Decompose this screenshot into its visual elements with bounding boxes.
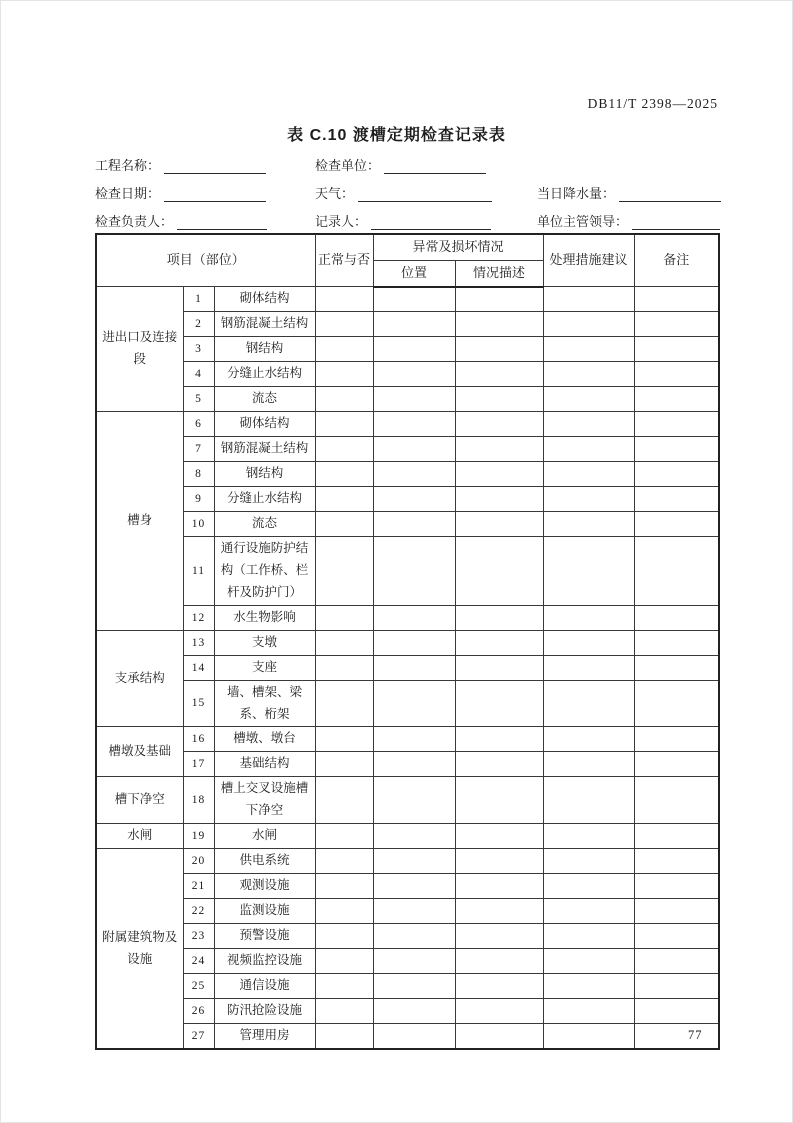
page-title: 表 C.10 渡槽定期检查记录表 (287, 127, 506, 144)
item-number-cell: 16 (183, 727, 214, 752)
table-row (96, 630, 719, 655)
item-number-cell: 12 (183, 605, 214, 630)
position-blank-cell (373, 1024, 455, 1049)
item-number-cell: 21 (183, 874, 214, 899)
category-cell: 槽下净空 (96, 777, 183, 824)
table-row (96, 512, 719, 537)
table-row (96, 849, 719, 874)
header-normal: 正常与否 (315, 234, 373, 287)
table-row (96, 999, 719, 1024)
normal-blank-cell (315, 874, 373, 899)
suggestion-blank-cell (543, 512, 634, 537)
suggestion-blank-cell (543, 412, 634, 437)
position-blank-cell (373, 537, 455, 606)
suggestion-blank-cell (543, 537, 634, 606)
remark-blank-cell (634, 537, 719, 606)
suggestion-blank-cell (543, 462, 634, 487)
remark-blank-cell (634, 752, 719, 777)
item-name-cell: 分缝止水结构 (214, 362, 315, 387)
remark-blank-cell (634, 487, 719, 512)
item-name-cell: 钢筋混凝土结构 (214, 312, 315, 337)
description-blank-cell (455, 874, 543, 899)
description-blank-cell (455, 1024, 543, 1049)
description-blank-cell (455, 437, 543, 462)
remark-blank-cell (634, 899, 719, 924)
remark-blank-cell (634, 605, 719, 630)
category-cell: 槽身 (96, 412, 183, 631)
remark-blank-cell (634, 1024, 719, 1049)
item-name-cell: 支座 (214, 655, 315, 680)
table-header (96, 234, 719, 287)
field-recorder (315, 212, 537, 230)
weather-blank (358, 187, 492, 202)
item-number-cell: 9 (183, 487, 214, 512)
position-blank-cell (373, 512, 455, 537)
suggestion-blank-cell (543, 362, 634, 387)
project-name-label: 工程名称： (95, 158, 161, 173)
position-blank-cell (373, 412, 455, 437)
description-blank-cell (455, 512, 543, 537)
field-project-name (95, 156, 315, 174)
table-row (96, 974, 719, 999)
remark-blank-cell (634, 727, 719, 752)
item-name-cell: 砌体结构 (214, 287, 315, 312)
inspect-leader-label: 检查负责人： (95, 214, 174, 229)
table-row (96, 362, 719, 387)
description-blank-cell (455, 680, 543, 727)
normal-blank-cell (315, 849, 373, 874)
page-number: 77 (688, 1028, 703, 1042)
header-remark: 备注 (634, 234, 719, 287)
item-name-cell: 钢筋混凝土结构 (214, 437, 315, 462)
position-blank-cell (373, 362, 455, 387)
position-blank-cell (373, 924, 455, 949)
table-row (96, 437, 719, 462)
header-description: 情况描述 (455, 260, 543, 286)
item-name-cell: 水生物影响 (214, 605, 315, 630)
form-row-1 (95, 156, 718, 174)
description-blank-cell (455, 362, 543, 387)
table-row (96, 680, 719, 727)
suggestion-blank-cell (543, 727, 634, 752)
description-blank-cell (455, 777, 543, 824)
normal-blank-cell (315, 487, 373, 512)
normal-blank-cell (315, 537, 373, 606)
suggestion-blank-cell (543, 752, 634, 777)
category-cell: 水闸 (96, 824, 183, 849)
position-blank-cell (373, 974, 455, 999)
suggestion-blank-cell (543, 899, 634, 924)
remark-blank-cell (634, 924, 719, 949)
remark-blank-cell (634, 849, 719, 874)
description-blank-cell (455, 462, 543, 487)
table-row (96, 1024, 719, 1049)
field-inspect-unit (315, 156, 537, 174)
remark-blank-cell (634, 974, 719, 999)
item-number-cell: 1 (183, 287, 214, 312)
header-suggestion: 处理措施建议 (543, 234, 634, 287)
table-row (96, 337, 719, 362)
remark-blank-cell (634, 824, 719, 849)
position-blank-cell (373, 824, 455, 849)
item-number-cell: 4 (183, 362, 214, 387)
normal-blank-cell (315, 949, 373, 974)
category-cell: 槽墩及基础 (96, 727, 183, 777)
form-row-2 (95, 184, 718, 202)
item-number-cell: 24 (183, 949, 214, 974)
position-blank-cell (373, 287, 455, 312)
description-blank-cell (455, 824, 543, 849)
item-name-cell: 监测设施 (214, 899, 315, 924)
item-name-cell: 供电系统 (214, 849, 315, 874)
normal-blank-cell (315, 680, 373, 727)
item-name-cell: 支墩 (214, 630, 315, 655)
item-number-cell: 17 (183, 752, 214, 777)
description-blank-cell (455, 287, 543, 312)
item-name-cell: 防汛抢险设施 (214, 999, 315, 1024)
category-cell: 附属建筑物及设施 (96, 849, 183, 1049)
description-blank-cell (455, 752, 543, 777)
table-row (96, 924, 719, 949)
item-name-cell: 钢结构 (214, 462, 315, 487)
suggestion-blank-cell (543, 605, 634, 630)
description-blank-cell (455, 387, 543, 412)
field-inspect-date (95, 184, 315, 202)
normal-blank-cell (315, 899, 373, 924)
description-blank-cell (455, 655, 543, 680)
remark-blank-cell (634, 312, 719, 337)
item-number-cell: 19 (183, 824, 214, 849)
item-number-cell: 14 (183, 655, 214, 680)
item-name-cell: 管理用房 (214, 1024, 315, 1049)
position-blank-cell (373, 312, 455, 337)
remark-blank-cell (634, 949, 719, 974)
normal-blank-cell (315, 605, 373, 630)
field-weather (315, 184, 537, 202)
rainfall-blank (619, 187, 721, 202)
item-name-cell: 流态 (214, 387, 315, 412)
remark-blank-cell (634, 412, 719, 437)
description-blank-cell (455, 899, 543, 924)
description-blank-cell (455, 999, 543, 1024)
remark-blank-cell (634, 337, 719, 362)
unit-director-label: 单位主管领导： (537, 214, 629, 229)
description-blank-cell (455, 605, 543, 630)
item-number-cell: 8 (183, 462, 214, 487)
normal-blank-cell (315, 630, 373, 655)
normal-blank-cell (315, 312, 373, 337)
item-name-cell: 观测设施 (214, 874, 315, 899)
suggestion-blank-cell (543, 655, 634, 680)
normal-blank-cell (315, 387, 373, 412)
inspect-date-blank (164, 187, 266, 202)
normal-blank-cell (315, 462, 373, 487)
item-number-cell: 27 (183, 1024, 214, 1049)
normal-blank-cell (315, 924, 373, 949)
table-row (96, 287, 719, 312)
item-name-cell: 墙、槽架、梁系、桁架 (214, 680, 315, 727)
remark-blank-cell (634, 999, 719, 1024)
item-name-cell: 槽墩、墩台 (214, 727, 315, 752)
table-row (96, 462, 719, 487)
normal-blank-cell (315, 777, 373, 824)
item-number-cell: 15 (183, 680, 214, 727)
remark-blank-cell (634, 287, 719, 312)
normal-blank-cell (315, 727, 373, 752)
item-number-cell: 5 (183, 387, 214, 412)
suggestion-blank-cell (543, 924, 634, 949)
document-code: DB11/T 2398—2025 (587, 96, 718, 111)
inspect-unit-blank (384, 159, 486, 174)
table-row (96, 727, 719, 752)
suggestion-blank-cell (543, 974, 634, 999)
rainfall-label: 当日降水量： (537, 186, 616, 201)
category-cell: 进出口及连接段 (96, 287, 183, 412)
table-row (96, 777, 719, 824)
item-name-cell: 流态 (214, 512, 315, 537)
suggestion-blank-cell (543, 630, 634, 655)
remark-blank-cell (634, 655, 719, 680)
normal-blank-cell (315, 1024, 373, 1049)
remark-blank-cell (634, 437, 719, 462)
normal-blank-cell (315, 337, 373, 362)
description-blank-cell (455, 949, 543, 974)
remark-blank-cell (634, 462, 719, 487)
item-number-cell: 25 (183, 974, 214, 999)
suggestion-blank-cell (543, 680, 634, 727)
normal-blank-cell (315, 437, 373, 462)
recorder-label: 记录人： (315, 214, 368, 229)
position-blank-cell (373, 899, 455, 924)
recorder-blank (371, 215, 491, 230)
suggestion-blank-cell (543, 337, 634, 362)
table-row (96, 899, 719, 924)
description-blank-cell (455, 727, 543, 752)
item-number-cell: 3 (183, 337, 214, 362)
suggestion-blank-cell (543, 287, 634, 312)
item-name-cell: 水闸 (214, 824, 315, 849)
item-number-cell: 10 (183, 512, 214, 537)
header-abnormal: 异常及损坏情况 (373, 234, 543, 260)
suggestion-blank-cell (543, 1024, 634, 1049)
suggestion-blank-cell (543, 874, 634, 899)
remark-blank-cell (634, 874, 719, 899)
item-name-cell: 分缝止水结构 (214, 487, 315, 512)
item-number-cell: 26 (183, 999, 214, 1024)
item-number-cell: 2 (183, 312, 214, 337)
position-blank-cell (373, 655, 455, 680)
normal-blank-cell (315, 974, 373, 999)
remark-blank-cell (634, 777, 719, 824)
normal-blank-cell (315, 824, 373, 849)
position-blank-cell (373, 849, 455, 874)
field-rainfall (537, 184, 721, 202)
position-blank-cell (373, 462, 455, 487)
category-cell: 支承结构 (96, 630, 183, 727)
suggestion-blank-cell (543, 849, 634, 874)
suggestion-blank-cell (543, 949, 634, 974)
item-number-cell: 13 (183, 630, 214, 655)
normal-blank-cell (315, 287, 373, 312)
description-blank-cell (455, 487, 543, 512)
position-blank-cell (373, 387, 455, 412)
item-name-cell: 通信设施 (214, 974, 315, 999)
inspection-table-container (95, 233, 718, 1050)
description-blank-cell (455, 849, 543, 874)
position-blank-cell (373, 605, 455, 630)
position-blank-cell (373, 777, 455, 824)
position-blank-cell (373, 727, 455, 752)
normal-blank-cell (315, 752, 373, 777)
normal-blank-cell (315, 655, 373, 680)
table-row (96, 752, 719, 777)
item-number-cell: 22 (183, 899, 214, 924)
normal-blank-cell (315, 999, 373, 1024)
description-blank-cell (455, 537, 543, 606)
table-row (96, 387, 719, 412)
inspection-table-body (96, 287, 719, 1050)
normal-blank-cell (315, 362, 373, 387)
remark-blank-cell (634, 387, 719, 412)
item-name-cell: 视频监控设施 (214, 949, 315, 974)
table-row (96, 412, 719, 437)
suggestion-blank-cell (543, 824, 634, 849)
position-blank-cell (373, 630, 455, 655)
inspect-date-label: 检查日期： (95, 186, 161, 201)
item-name-cell: 预警设施 (214, 924, 315, 949)
item-number-cell: 7 (183, 437, 214, 462)
description-blank-cell (455, 630, 543, 655)
suggestion-blank-cell (543, 312, 634, 337)
inspect-unit-label: 检查单位： (315, 158, 381, 173)
table-row (96, 605, 719, 630)
table-row (96, 874, 719, 899)
item-number-cell: 23 (183, 924, 214, 949)
position-blank-cell (373, 999, 455, 1024)
inspect-leader-blank (177, 215, 267, 230)
position-blank-cell (373, 680, 455, 727)
suggestion-blank-cell (543, 999, 634, 1024)
table-row (96, 949, 719, 974)
description-blank-cell (455, 974, 543, 999)
field-unit-director (537, 212, 720, 230)
remark-blank-cell (634, 512, 719, 537)
table-row (96, 824, 719, 849)
form-row-3 (95, 212, 718, 230)
inspection-table (95, 233, 720, 1050)
description-blank-cell (455, 924, 543, 949)
header-position: 位置 (373, 260, 455, 286)
item-number-cell: 20 (183, 849, 214, 874)
suggestion-blank-cell (543, 487, 634, 512)
position-blank-cell (373, 874, 455, 899)
position-blank-cell (373, 337, 455, 362)
unit-director-blank (632, 215, 720, 230)
position-blank-cell (373, 949, 455, 974)
table-row (96, 537, 719, 606)
normal-blank-cell (315, 512, 373, 537)
position-blank-cell (373, 752, 455, 777)
item-name-cell: 砌体结构 (214, 412, 315, 437)
field-inspect-leader (95, 212, 315, 230)
table-row (96, 312, 719, 337)
item-name-cell: 基础结构 (214, 752, 315, 777)
table-row (96, 655, 719, 680)
suggestion-blank-cell (543, 387, 634, 412)
remark-blank-cell (634, 680, 719, 727)
description-blank-cell (455, 312, 543, 337)
remark-blank-cell (634, 362, 719, 387)
remark-blank-cell (634, 630, 719, 655)
item-name-cell: 通行设施防护结构（工作桥、栏杆及防护门） (214, 537, 315, 606)
project-name-blank (164, 159, 266, 174)
item-number-cell: 18 (183, 777, 214, 824)
weather-label: 天气： (315, 186, 355, 201)
position-blank-cell (373, 487, 455, 512)
item-name-cell: 钢结构 (214, 337, 315, 362)
item-number-cell: 11 (183, 537, 214, 606)
item-name-cell: 槽上交叉设施槽下净空 (214, 777, 315, 824)
position-blank-cell (373, 437, 455, 462)
suggestion-blank-cell (543, 437, 634, 462)
table-row (96, 487, 719, 512)
header-item: 项目（部位） (96, 234, 315, 287)
form-header-fields (95, 156, 718, 240)
description-blank-cell (455, 412, 543, 437)
item-number-cell: 6 (183, 412, 214, 437)
normal-blank-cell (315, 412, 373, 437)
description-blank-cell (455, 337, 543, 362)
suggestion-blank-cell (543, 777, 634, 824)
